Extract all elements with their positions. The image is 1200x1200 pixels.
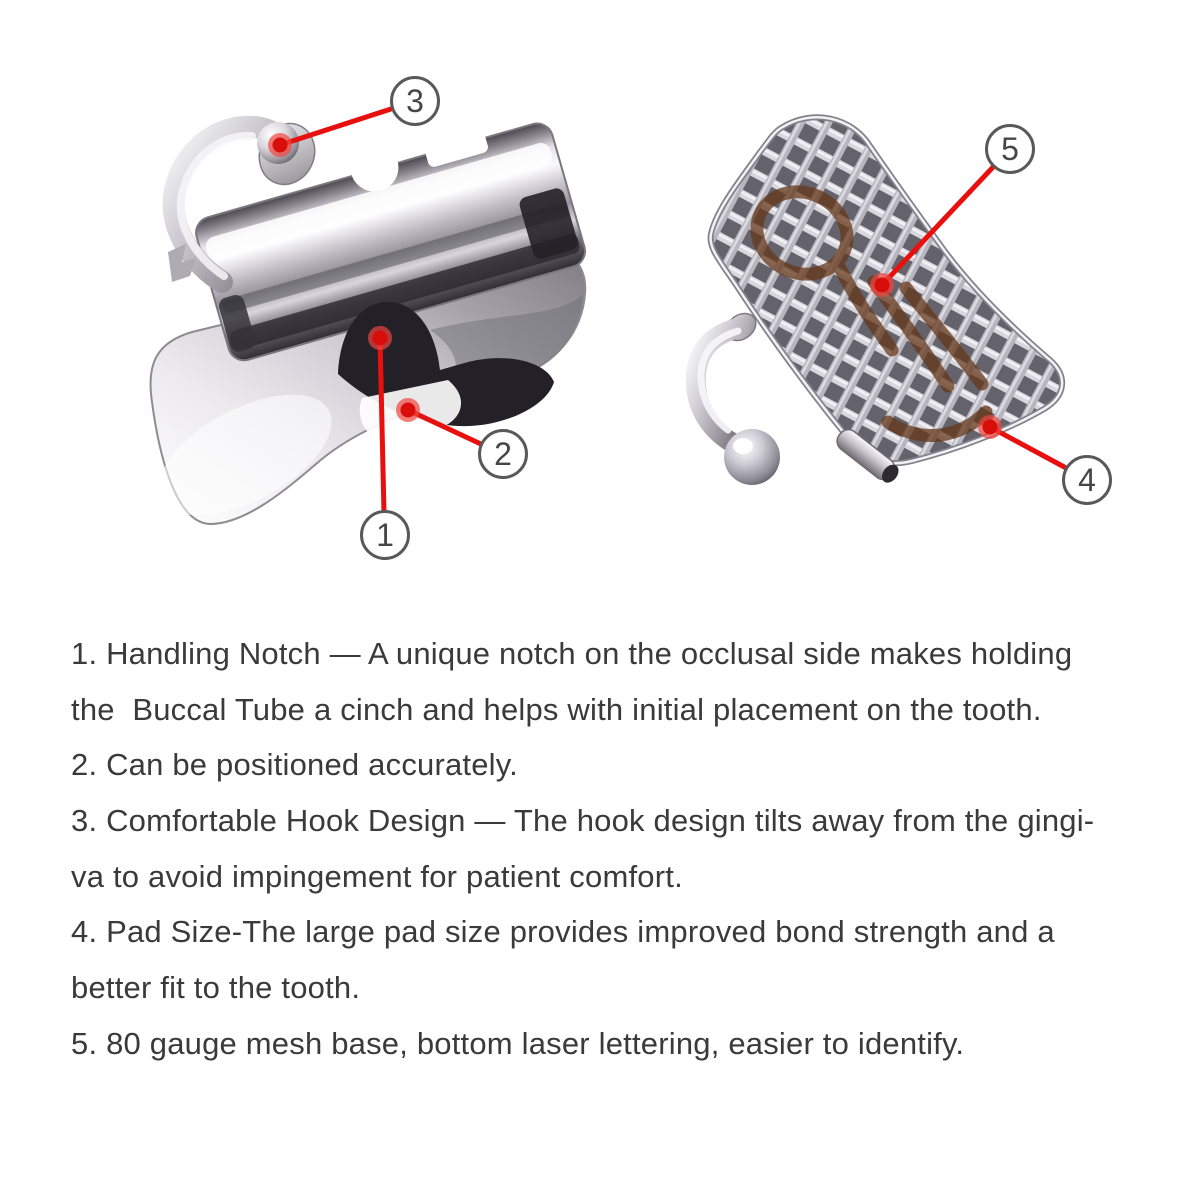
feature-line-4b: better fit to the tooth. — [71, 970, 361, 1006]
callout-dot-1 — [368, 326, 392, 350]
feature-line-4a: 4. Pad Size-The large pad size provides improved bond strength and a — [71, 914, 1055, 950]
left-buccal-tube-illustration — [140, 95, 589, 540]
feature-line-3b: va to avoid impingement for patient comfort. — [71, 858, 683, 894]
callout-number-5: 5 — [985, 124, 1035, 174]
feature-line-5: 5. 80 gauge mesh base, bottom laser lettering, easier to identify. — [71, 1025, 965, 1061]
callout-dot-3 — [268, 133, 292, 157]
callout-number-4: 4 — [1062, 455, 1112, 505]
callout-number-3: 3 — [390, 76, 440, 126]
hook-ball — [724, 429, 780, 485]
feature-list — [71, 626, 1151, 1072]
feature-line-3a: 3. Comfortable Hook Design — The hook design tilts away from the gingi- — [71, 803, 1095, 839]
feature-line-1a: 1. Handling Notch — A unique notch on the occlusal side makes holding — [71, 636, 1073, 671]
callout-line-4 — [990, 427, 1068, 469]
feature-line-2: 2. Can be positioned accurately. — [71, 747, 518, 783]
callout-number-1: 1 — [360, 510, 410, 560]
callout-dot-2 — [396, 398, 420, 422]
callout-dot-4 — [978, 415, 1002, 439]
feature-line-1b: the Buccal Tube a cinch and helps with initial placement on the tooth. — [71, 691, 1042, 727]
callout-number-2: 2 — [478, 429, 528, 479]
callout-dot-5 — [870, 273, 894, 297]
